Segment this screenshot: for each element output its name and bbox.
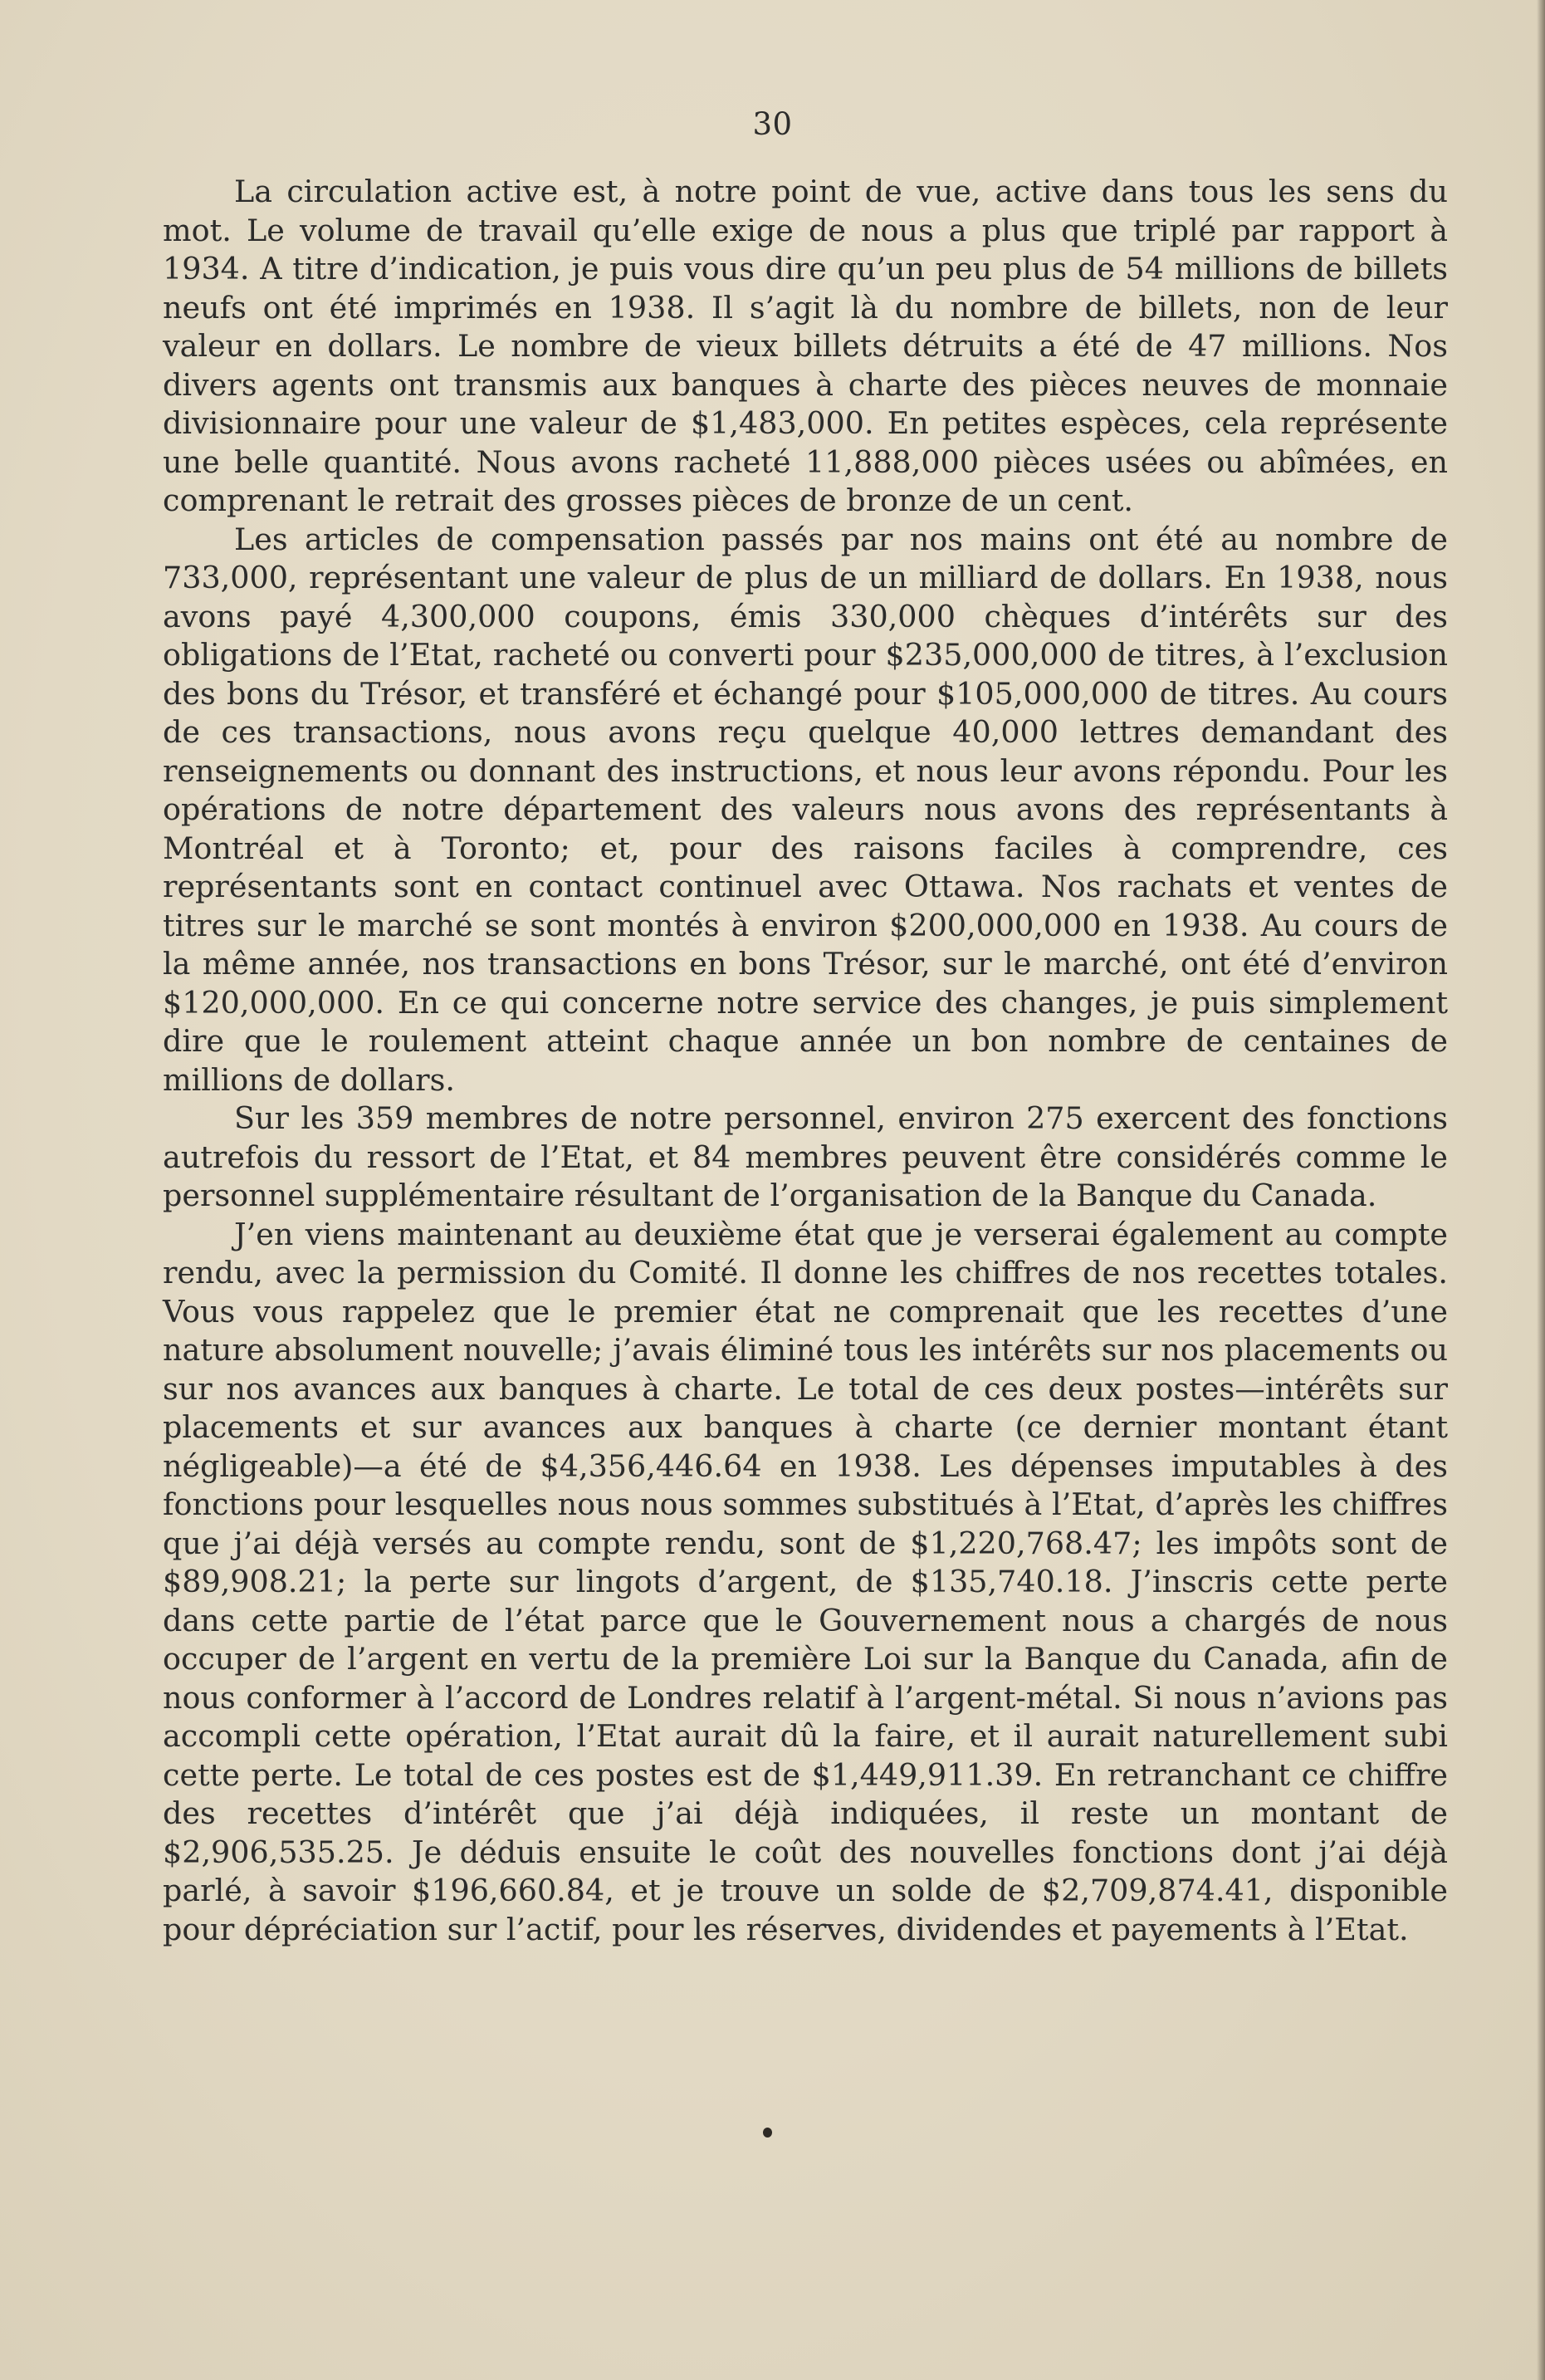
body-text [163, 173, 1448, 1949]
page-edge-shadow [1537, 0, 1545, 2380]
paragraph-recettes: J’en viens maintenant au deuxième état que je verserai également au compte rendu, avec la permission du Comité. Il donne les chiffres de nos recettes totales. Vous vous rappelez que le premier état ne comprenait que les recettes d’une nature absolument nouvelle; j’avais éliminé tous les intérêts sur nos placements ou sur nos avances aux banques à charte. Le total de ces deux postes—intérêts sur placements et sur avances aux banques à charte (ce dernier montant étant négligeable)—a été de $4,356,446.64 en 1938. Les dépenses imputables à des fonctions pour lesquelles nous nous sommes substitués à l’Etat, d’après les chiffres que j’ai déjà versés au compte rendu, sont de $1,220,768.47; les impôts sont de $89,908.21; la perte sur lingots d’argent, de $135,740.18. J’inscris cette perte dans cette partie de l’état parce que le Gouvernement nous a chargés de nous occuper de l’argent en vertu de la première Loi sur la Banque du Canada, afin de nous conformer à l’accord de Londres relatif à l’argent-métal. Si nous n’avions pas accompli cette opération, l’Etat aurait dû la faire, et il aurait naturellement subi cette perte. Le total de ces postes est de $1,449,911.39. En retranchant ce chiffre des recettes d’intérêt que j’ai déjà indiquées, il reste un montant de $2,906,535.25. Je déduis ensuite le coût des nouvelles fonctions dont j’ai déjà parlé, à savoir $196,660.84, et je trouve un solde de $2,709,874.41, disponible pour dépréciation sur l’actif, pour les réserves, dividendes et payements à l’Etat. [163, 1216, 1448, 1947]
page-number: 30 [752, 106, 793, 142]
paragraph-circulation: La circulation active est, à notre point de vue, active dans tous les sens du mot. Le volume de travail qu’elle exige de nous a plus que triplé par rapport à 1934. A titre d’indication, je puis vous dire qu’un peu plus de 54 millions de billets neufs ont été imprimés en 1938. Il s’agit là du nombre de billets, non de leur valeur en dollars. Le nombre de vieux billets détruits a été de 47 millions. Nos divers agents ont transmis aux banques à charte des pièces neuves de monnaie divisionnaire pour une valeur de $1,483,000. En petites espèces, cela représente une belle quantité. Nous avons racheté 11,888,000 pièces usées ou abîmées, en comprenant le retrait des grosses pièces de bronze de un cent. [163, 174, 1448, 518]
ink-dot [763, 2128, 772, 2138]
paragraph-compensation: Les articles de compensation passés par nos mains ont été au nombre de 733,000, représentant une valeur de plus de un milliard de dollars. En 1938, nous avons payé 4,300,000 coupons, émis 330,000 chèques d’intérêts sur des obligations de l’Etat, racheté ou converti pour $235,000,000 de titres, à l’exclusion des bons du Trésor, et transféré et échangé pour $105,000,000 de titres. Au cours de ces transactions, nous avons reçu quelque 40,000 lettres demandant des renseignements ou donnant des instructions, et nous leur avons répondu. Pour les opérations de notre département des valeurs nous avons des représentants à Montréal et à Toronto; et, pour des raisons faciles à comprendre, ces représentants sont en contact continuel avec Ottawa. Nos rachats et ventes de titres sur le marché se sont montés à environ $200,000,000 en 1938. Au cours de la même année, nos transactions en bons Trésor, sur le marché, ont été d’environ $120,000,000. En ce qui concerne notre service des changes, je puis simplement dire que le roulement atteint chaque année un bon nombre de centaines de millions de dollars. [163, 521, 1448, 1098]
paragraph-personnel: Sur les 359 membres de notre personnel, environ 275 exercent des fonctions autrefois du ressort de l’Etat, et 84 membres peuvent être considérés comme le personnel supplémentaire résultant de l’organisation de la Banque du Canada. [163, 1100, 1448, 1213]
